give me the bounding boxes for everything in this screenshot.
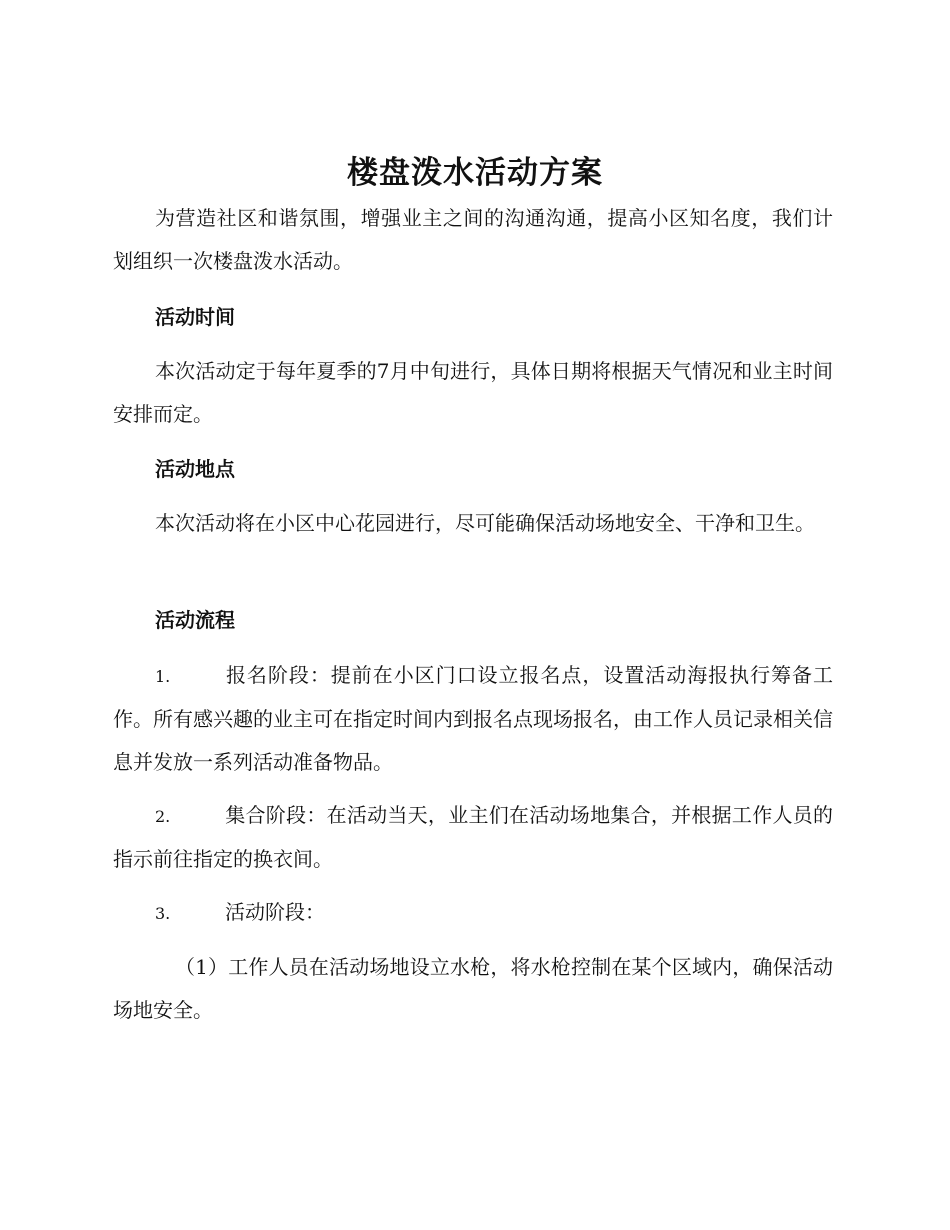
step-number: 3. bbox=[155, 904, 171, 923]
intro-paragraph: 为营造社区和谐氛围，增强业主之间的沟通沟通，提高小区知名度，我们计划组织一次楼盘泼水活动。 bbox=[113, 206, 833, 273]
step-text: 活动阶段： bbox=[225, 900, 325, 924]
section-heading-time: 活动时间 bbox=[155, 305, 235, 329]
step-item-2 bbox=[113, 794, 833, 881]
step-number: 1. bbox=[155, 667, 171, 686]
step-item-1 bbox=[113, 654, 833, 784]
step-text: 报名阶段：提前在小区门口设立报名点，设置活动海报执行筹备工作。所有感兴趣的业主可在指定时间内到报名点现场报名，由工作人员记录相关信息并发放一系列活动准备物品。 bbox=[113, 663, 833, 774]
section-heading-location: 活动地点 bbox=[155, 457, 235, 481]
section-heading-process: 活动流程 bbox=[155, 608, 235, 632]
step-text: 集合阶段：在活动当天，业主们在活动场地集合，并根据工作人员的指示前往指定的换衣间。 bbox=[113, 803, 833, 871]
step-number: 2. bbox=[155, 807, 171, 826]
time-paragraph: 本次活动定于每年夏季的7月中旬进行，具体日期将根据天气情况和业主时间安排而定。 bbox=[113, 359, 833, 426]
step-item-3 bbox=[113, 891, 833, 935]
sub-item-1: （1）工作人员在活动场地设立水枪，将水枪控制在某个区域内，确保活动场地安全。 bbox=[113, 955, 833, 1022]
document-title: 楼盘泼水活动方案 bbox=[347, 155, 603, 191]
location-paragraph: 本次活动将在小区中心花园进行，尽可能确保活动场地安全、干净和卫生。 bbox=[155, 511, 815, 535]
